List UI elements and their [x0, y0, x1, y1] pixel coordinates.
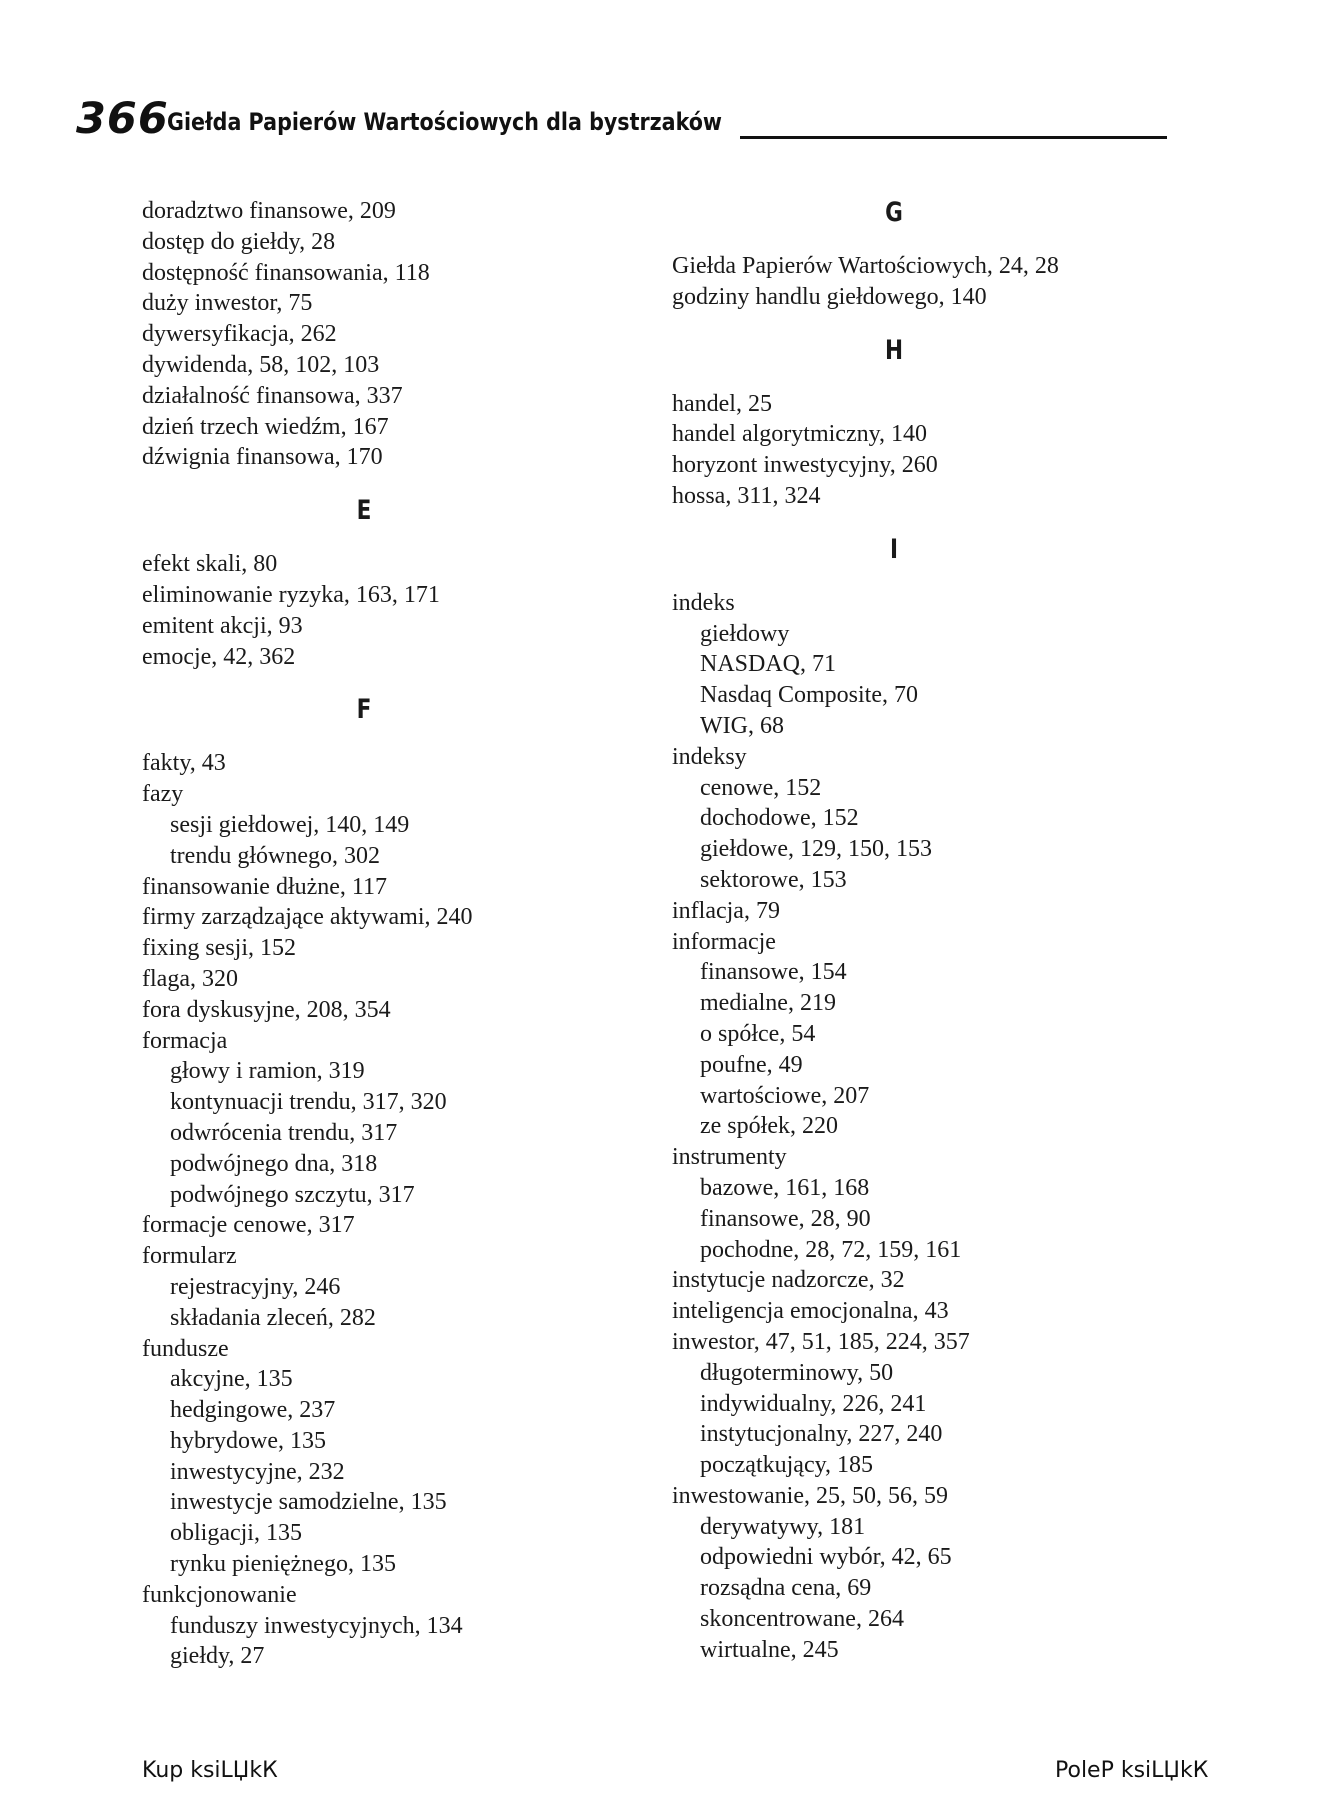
- index-subentry: głowy i ramion, 319: [170, 1058, 365, 1085]
- index-entry: informacje: [672, 928, 776, 955]
- index-column-left: [142, 196, 642, 1672]
- index-subentry: cenowe, 152: [700, 774, 822, 801]
- index-subentry: kontynuacji trendu, 317, 320: [170, 1089, 447, 1116]
- index-subentry: instytucjonalny, 227, 240: [700, 1421, 943, 1448]
- index-subentry: giełdowe, 129, 150, 153: [700, 836, 932, 863]
- index-entry: inflacja, 79: [672, 897, 780, 924]
- index-entry: działalność finansowa, 337: [142, 382, 403, 409]
- index-entry: finansowanie dłużne, 117: [142, 873, 388, 900]
- index-subentry: medialne, 219: [700, 990, 836, 1017]
- index-subentry: NASDAQ, 71: [700, 651, 837, 678]
- index-entry: Giełda Papierów Wartościowych, 24, 28: [672, 253, 1059, 279]
- index-subentry: poufne, 49: [700, 1051, 803, 1078]
- index-subentry: WIG, 68: [700, 712, 784, 739]
- index-subentry: odpowiedni wybór, 42, 65: [700, 1544, 952, 1571]
- index-entry: flaga, 320: [142, 965, 238, 992]
- index-subentry: hybrydowe, 135: [170, 1427, 326, 1454]
- index-entry: emitent akcji, 93: [142, 612, 303, 639]
- index-entry: dywersyfikacja, 262: [142, 321, 337, 348]
- index-subentry: giełdy, 27: [170, 1643, 265, 1670]
- index-entry: efekt skali, 80: [142, 551, 278, 578]
- index-entry: dostęp do giełdy, 28: [142, 228, 336, 255]
- index-entry: indeks: [672, 589, 735, 616]
- index-entry: inwestowanie, 25, 50, 56, 59: [672, 1482, 948, 1509]
- recommend-book-link[interactable]: PoleР ksiLЏkК: [1055, 1758, 1209, 1783]
- book-title: Giełda Papierów Wartościowych dla bystrzaków: [167, 108, 723, 136]
- index-entry: dzień trzech wiedźm, 167: [142, 413, 389, 440]
- index-subentry: dochodowe, 152: [700, 805, 859, 832]
- index-entry: dywidenda, 58, 102, 103: [142, 351, 380, 378]
- index-entry: emocje, 42, 362: [142, 643, 296, 670]
- index-entry: instrumenty: [672, 1144, 787, 1171]
- index-subentry: składania zleceń, 282: [170, 1304, 376, 1331]
- index-entry: fakty, 43: [142, 750, 226, 777]
- index-subentry: akcyjne, 135: [170, 1366, 293, 1393]
- index-entry: inwestor, 47, 51, 185, 224, 357: [672, 1328, 970, 1355]
- index-subentry: inwestycje samodzielne, 135: [170, 1489, 447, 1516]
- index-entry: doradztwo finansowe, 209: [142, 198, 396, 224]
- index-subentry: ze spółek, 220: [700, 1113, 838, 1140]
- index-column-right: [672, 196, 1172, 1666]
- header-rule: [740, 136, 1167, 139]
- index-entry: fora dyskusyjne, 208, 354: [142, 996, 391, 1023]
- index-subentry: początkujący, 185: [700, 1452, 874, 1479]
- index-subentry: derywatywy, 181: [700, 1513, 866, 1540]
- index-subentry: podwójnego szczytu, 317: [170, 1181, 415, 1208]
- index-subentry: indywidualny, 226, 241: [700, 1390, 927, 1417]
- page-header: [76, 92, 1176, 152]
- index-entry: formacje cenowe, 317: [142, 1212, 355, 1239]
- index-entry: handel, 25: [672, 390, 772, 417]
- index-subentry: wartościowe, 207: [700, 1082, 870, 1109]
- index-entry: inteligencja emocjonalna, 43: [672, 1298, 949, 1325]
- index-entry: formularz: [142, 1243, 237, 1270]
- index-subentry: długoterminowy, 50: [700, 1359, 894, 1386]
- section-letter: H: [884, 334, 904, 366]
- index-subentry: rynku pieniężnego, 135: [170, 1551, 396, 1578]
- index-entry: horyzont inwestycyjny, 260: [672, 452, 938, 479]
- index-subentry: Nasdaq Composite, 70: [700, 682, 918, 709]
- index-entry: duży inwestor, 75: [142, 290, 313, 317]
- index-entry: dźwignia finansowa, 170: [142, 444, 383, 471]
- index-entry: eliminowanie ryzyka, 163, 171: [142, 581, 440, 608]
- index-subentry: funduszy inwestycyjnych, 134: [170, 1612, 463, 1639]
- index-subentry: pochodne, 28, 72, 159, 161: [700, 1236, 962, 1263]
- index-subentry: hedgingowe, 237: [170, 1397, 336, 1424]
- index-entry: fundusze: [142, 1335, 229, 1362]
- index-subentry: odwrócenia trendu, 317: [170, 1119, 398, 1146]
- index-subentry: finansowe, 28, 90: [700, 1205, 871, 1232]
- section-letter: F: [356, 694, 372, 726]
- index-subentry: finansowe, 154: [700, 959, 847, 986]
- index-subentry: rozsądna cena, 69: [700, 1575, 872, 1602]
- section-letter: E: [356, 495, 372, 527]
- section-letter: I: [889, 533, 899, 565]
- index-entry: dostępność finansowania, 118: [142, 259, 430, 286]
- index-subentry: trendu głównego, 302: [170, 842, 380, 869]
- index-subentry: giełdowy: [700, 620, 790, 647]
- index-entry: formacja: [142, 1027, 228, 1054]
- index-entry: instytucje nadzorcze, 32: [672, 1267, 905, 1294]
- page-number: 366: [76, 94, 169, 144]
- section-letter: G: [885, 197, 903, 228]
- index-subentry: sektorowe, 153: [700, 866, 847, 893]
- index-subentry: podwójnego dna, 318: [170, 1150, 378, 1177]
- index-subentry: o spółce, 54: [700, 1020, 816, 1047]
- index-entry: godziny handlu giełdowego, 140: [672, 283, 987, 310]
- index-subentry: bazowe, 161, 168: [700, 1174, 870, 1201]
- index-subentry: rejestracyjny, 246: [170, 1273, 341, 1300]
- index-entry: handel algorytmiczny, 140: [672, 421, 928, 448]
- index-subentry: inwestycyjne, 232: [170, 1458, 345, 1485]
- index-entry: firmy zarządzające aktywami, 240: [142, 904, 473, 931]
- index-entry: indeksy: [672, 743, 747, 770]
- index-entry: fazy: [142, 781, 184, 808]
- index-entry: hossa, 311, 324: [672, 482, 821, 509]
- index-subentry: sesji giełdowej, 140, 149: [170, 811, 410, 838]
- index-subentry: skoncentrowane, 264: [700, 1606, 904, 1633]
- index-entry: fixing sesji, 152: [142, 935, 296, 962]
- index-subentry: wirtualne, 245: [700, 1636, 839, 1663]
- buy-book-link[interactable]: Kup ksiLЏkК: [142, 1758, 278, 1783]
- index-subentry: obligacji, 135: [170, 1520, 302, 1547]
- index-entry: funkcjonowanie: [142, 1581, 297, 1608]
